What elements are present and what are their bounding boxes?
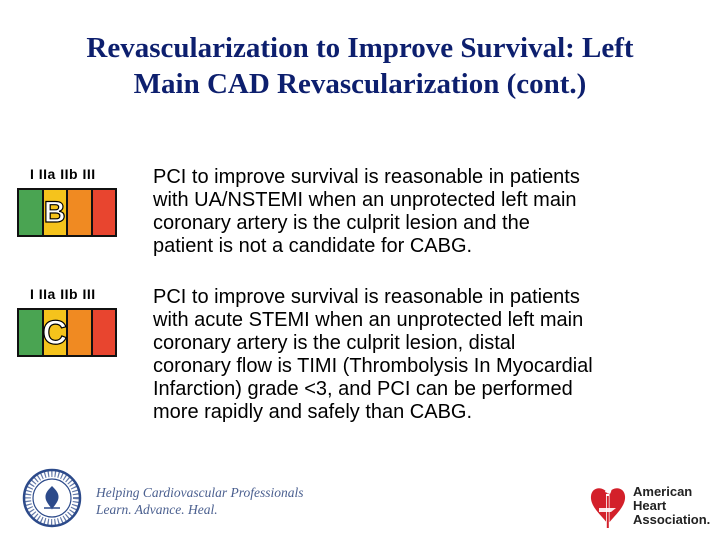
- acc-tagline: [96, 484, 304, 518]
- text-line: more rapidly and safely than CABG.: [153, 401, 473, 423]
- class-IIb-segment: [68, 310, 93, 355]
- class-labels: I IIa IIb III: [30, 166, 96, 182]
- class-labels: I IIa IIb III: [30, 286, 96, 302]
- aha-line-2: Heart: [633, 498, 667, 513]
- aha-heart-torch-logo-icon: [586, 482, 631, 532]
- text-line: PCI to improve survival is reasonable in patients: [153, 286, 580, 308]
- class-I-segment: [19, 310, 44, 355]
- title-line-1: Revascularization to Improve Survival: Left: [86, 32, 634, 64]
- recommendation-class-bar: [17, 308, 117, 357]
- aha-line-1: American: [633, 484, 693, 499]
- text-line: coronary artery is the culprit lesion and the: [153, 212, 530, 234]
- text-line: Infarction) grade <3, and PCI can be performed: [153, 378, 573, 400]
- recommendation-text: [153, 286, 693, 424]
- class-III-segment: [93, 310, 116, 355]
- recommendation-class-bar: [17, 188, 117, 237]
- text-line: coronary flow is TIMI (Thrombolysis In Myocardial: [153, 355, 593, 377]
- text-line: coronary artery is the culprit lesion, distal: [153, 332, 516, 354]
- acc-seal-logo-icon: [22, 468, 82, 528]
- class-IIa-segment: [44, 310, 69, 355]
- tagline-line-2: Learn. Advance. Heal.: [96, 502, 218, 517]
- text-line: with acute STEMI when an unprotected left main: [153, 309, 584, 331]
- text-line: patient is not a candidate for CABG.: [153, 235, 473, 257]
- tagline-line-1: Helping Cardiovascular Professionals: [96, 485, 304, 500]
- level-of-evidence-badge: B: [43, 195, 66, 229]
- class-I-segment: [19, 190, 44, 235]
- text-line: with UA/NSTEMI when an unprotected left main: [153, 189, 577, 211]
- class-IIa-segment: [44, 190, 69, 235]
- class-III-segment: [93, 190, 116, 235]
- level-of-evidence-badge: C: [42, 313, 68, 352]
- slide-title: [0, 30, 720, 102]
- aha-line-3: Association.: [633, 512, 711, 527]
- class-IIb-segment: [68, 190, 93, 235]
- aha-wordmark: [633, 485, 710, 527]
- title-line-2: Main CAD Revascularization (cont.): [133, 68, 587, 100]
- text-line: PCI to improve survival is reasonable in patients: [153, 166, 580, 188]
- recommendation-text: [153, 166, 693, 258]
